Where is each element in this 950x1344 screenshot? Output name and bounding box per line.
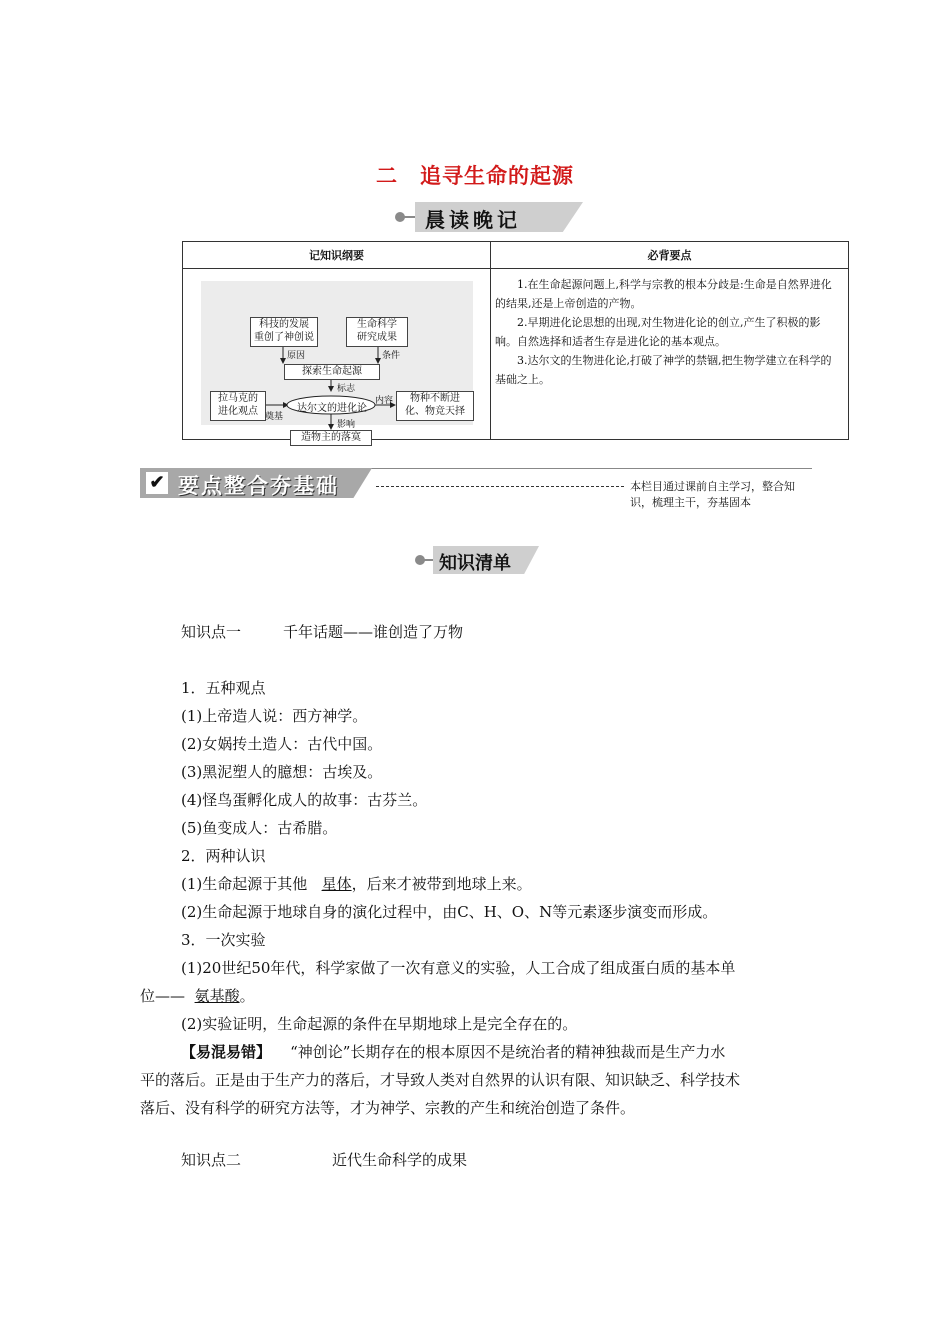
heading-two-views: 2．两种认识: [181, 847, 266, 865]
col-header-points: 必背要点: [491, 242, 849, 269]
heading-five-views: 1．五种观点: [181, 679, 266, 697]
section-note: 本栏目通过课前自主学习，整合知识，梳理主干，夯基固本: [630, 480, 795, 509]
section-title: 要点整合夯基础: [178, 474, 339, 498]
tip-line: 【易混易错】 “神创论”长期存在的根本原因不是统治者的精神独裁而是生产力水: [181, 1043, 726, 1061]
box-tech-development: 科技的发展 重创了神创说: [250, 317, 318, 347]
key-point: 3.达尔文的生物进化论,打破了神学的禁锢,把生物学建立在科学的基础之上。: [495, 354, 832, 386]
knowledge-list-banner: [415, 546, 539, 574]
box-creator-decline: 造物主的落寞: [290, 430, 372, 446]
box-explore-origin: 探索生命起源: [284, 364, 380, 380]
label-influence: 影响: [337, 420, 356, 430]
tip-line: 落后、没有科学的研究方法等，才为神学、宗教的产生和统治创造了条件。: [140, 1099, 636, 1117]
box-species-evolve: 物种不断进 化、物竞天择: [396, 391, 474, 421]
key-point: 1.在生命起源问题上,科学与宗教的根本分歧是:生命是自然界进化的结果,还是上帝创造的产物。: [495, 278, 832, 310]
diagram-cell: [183, 269, 491, 443]
section-banner: [140, 468, 812, 509]
banner-title: 知识清单: [439, 553, 511, 574]
key-point: 2.早期进化论思想的出现,对生物进化论的创立,产生了积极的影响。自然选择和适者生存是进化论的基本观点。: [495, 316, 821, 348]
answer-blank: 星体: [321, 875, 352, 893]
text-line: (1)上帝造人说：西方神学。: [181, 707, 368, 725]
box-life-science: 生命科学 研究成果: [346, 317, 408, 347]
label-sign: 标志: [337, 384, 356, 394]
banner-title: 晨读晚记: [425, 208, 521, 232]
text-line: 位—— 氨基酸。: [140, 987, 255, 1005]
text-line: (2)实验证明，生命起源的条件在早期地球上是完全存在的。: [181, 1015, 578, 1033]
text-line: (1)生命起源于其他 星体，后来才被带到地球上来。: [181, 875, 532, 893]
text-line: (2)女娲抟土造人：古代中国。: [181, 735, 383, 753]
page-title: 二 追寻生命的起源: [376, 164, 574, 188]
kp1-label: 知识点一: [181, 623, 242, 641]
kp2-title: 近代生命科学的成果: [332, 1151, 468, 1169]
checkmark-icon: ✔: [146, 472, 168, 494]
text-line: (3)黑泥塑人的臆想：古埃及。: [181, 763, 383, 781]
answer-blank: 氨基酸: [194, 987, 240, 1005]
kp2-label: 知识点二: [181, 1151, 242, 1169]
box-darwin: 达尔文的进化论: [297, 403, 367, 414]
label-condition: 条件: [382, 351, 401, 361]
text-line: (2)生命起源于地球自身的演化过程中，由C、H、O、N等元素逐步演变而形成。: [181, 903, 718, 921]
text-line: (5)鱼变成人：古希腊。: [181, 819, 338, 837]
knowledge-table: [182, 241, 849, 443]
kp1-title: 千年话题——谁创造了万物: [283, 623, 464, 641]
text-line: (4)怪鸟蛋孵化成人的故事：古芬兰。: [181, 791, 428, 809]
label-foundation: 奠基: [265, 412, 284, 422]
heading-experiment: 3．一次实验: [181, 931, 266, 949]
tip-label: 【易混易错】: [181, 1043, 272, 1061]
text-line: (1)20世纪50年代，科学家做了一次有意义的实验，人工合成了组成蛋白质的基本单: [181, 959, 736, 977]
morning-review-banner: [395, 202, 583, 232]
concept-diagram: [183, 269, 489, 443]
tip-line: 平的落后。正是由于生产力的落后，才导致人类对自然界的认识有限、知识缺乏、科学技术: [140, 1071, 741, 1089]
label-reason: 原因: [287, 351, 306, 361]
col-header-outline: 记知识纲要: [183, 242, 491, 269]
box-lamarck: 拉马克的 进化观点: [210, 391, 266, 421]
label-content: 内容: [375, 396, 394, 406]
key-points-cell: [491, 269, 849, 440]
